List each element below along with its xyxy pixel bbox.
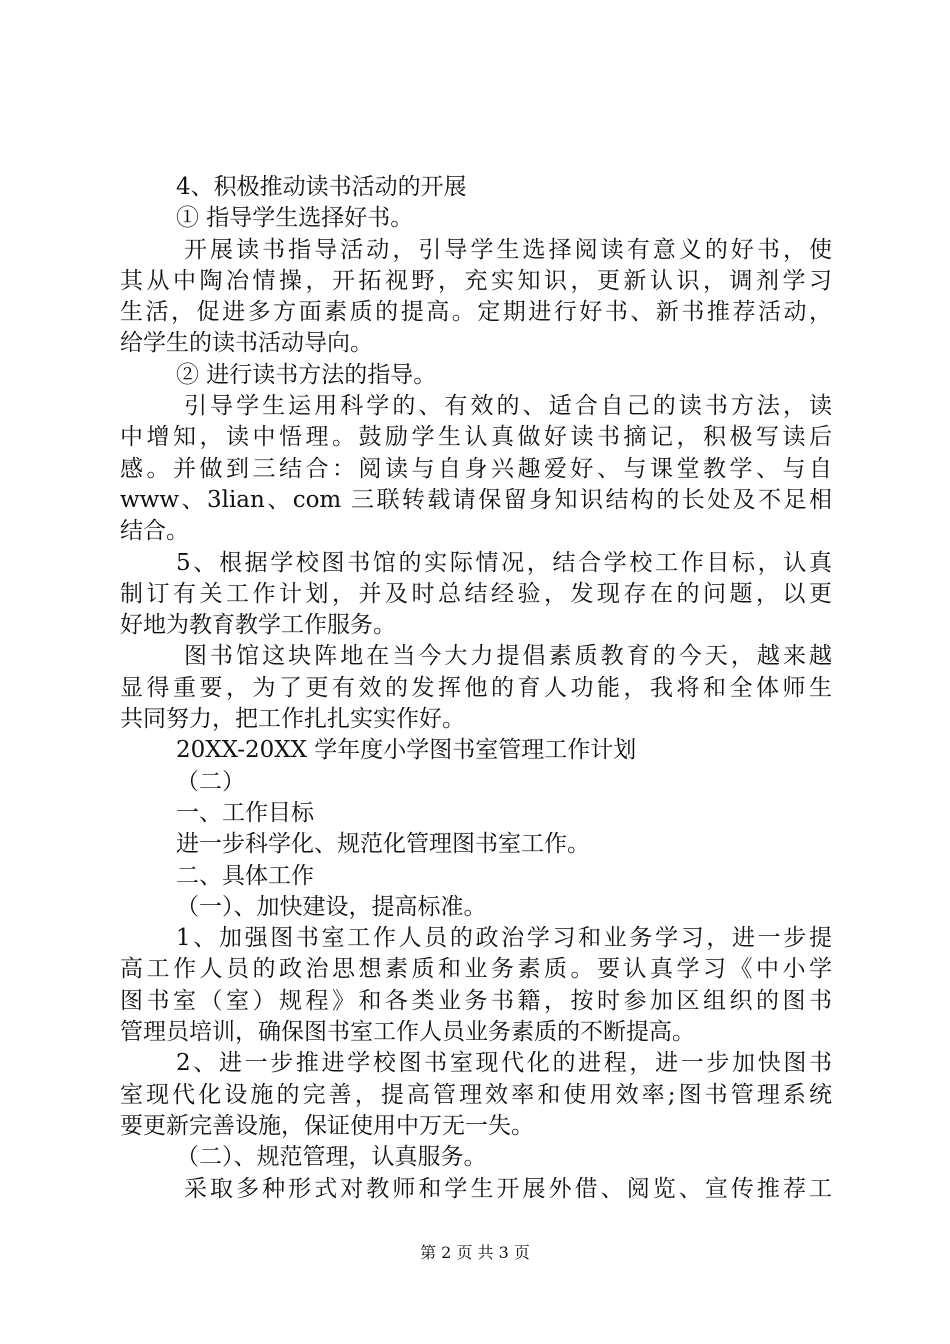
paragraph-line: 显得重要，为了更有效的发挥他的育人功能，我将和全体师生 xyxy=(120,674,832,701)
paragraph-line: 进一步科学化、规范化管理图书室工作。 xyxy=(176,831,590,858)
paragraph-line: 中增知，读中悟理。鼓励学生认真做好读书摘记，积极写读后 xyxy=(120,424,832,451)
paragraph-line: 要更新完善设施，保证使用中万无一失。 xyxy=(120,1112,534,1139)
paragraph-line: 感。并做到三结合：阅读与自身兴趣爱好、与课堂教学、与自 xyxy=(120,455,832,482)
paragraph-line: 开展读书指导活动，引导学生选择阅读有意义的好书，使 xyxy=(184,236,832,263)
paragraph-line: 制订有关工作计划，并及时总结经验，发现存在的问题，以更 xyxy=(120,580,832,607)
paragraph-line: 1、加强图书室工作人员的政治学习和业务学习，进一步提 xyxy=(176,925,832,952)
document-title: 20XX-20XX 学年度小学图书室管理工作计划 xyxy=(176,737,637,764)
paragraph-line: 生活，促进多方面素质的提高。定期进行好书、新书推荐活动， xyxy=(120,299,832,326)
subheading: （二）、规范管理，认真服务。 xyxy=(176,1144,487,1171)
paragraph-line: 共同努力，把工作扎扎实实作好。 xyxy=(120,706,465,733)
subheading-1: ① 指导学生选择好书。 xyxy=(176,205,414,232)
paragraph-line: 室现代化设施的完善，提高管理效率和使用效率;图书管理系统 xyxy=(120,1081,832,1108)
subheading-2: ② 进行读书方法的指导。 xyxy=(176,361,437,388)
document-body xyxy=(120,172,832,1205)
subheading: （一）、加快建设，提高标准。 xyxy=(176,893,487,920)
paragraph-line: 引导学生运用科学的、有效的、适合自己的读书方法，读 xyxy=(184,393,832,420)
page-number-footer: 第 2 页 共 3 页 xyxy=(420,1243,530,1262)
title-part-number: （二） xyxy=(176,768,245,795)
paragraph-line: 其从中陶冶情操，开拓视野，充实知识，更新认识，调剂学习 xyxy=(120,267,832,294)
section-heading: 一、工作目标 xyxy=(176,799,314,826)
paragraph-line: www、3lian、com 三联转载请保留身知识结构的长处及不足相 xyxy=(120,486,832,513)
paragraph-line: 高工作人员的政治思想素质和业务素质。要认真学习《中小学 xyxy=(120,956,832,983)
paragraph-line: 采取多种形式对教师和学生开展外借、阅览、宣传推荐工 xyxy=(184,1175,832,1202)
paragraph-line: 好地为教育教学工作服务。 xyxy=(120,612,396,639)
paragraph-line: 给学生的读书活动导向。 xyxy=(120,330,373,357)
section-heading-4: 4、积极推动读书活动的开展 xyxy=(176,174,467,200)
paragraph-line: 结合。 xyxy=(120,518,189,545)
paragraph-line: 图书馆这块阵地在当今大力提倡素质教育的今天，越来越 xyxy=(184,643,832,670)
section-heading: 二、具体工作 xyxy=(176,862,314,889)
paragraph-line: 管理员培训，确保图书室工作人员业务素质的不断提高。 xyxy=(120,1019,695,1046)
paragraph-line: 图书室（室）规程》和各类业务书籍，按时参加区组织的图书 xyxy=(120,987,832,1014)
paragraph-line: 5、根据学校图书馆的实际情况，结合学校工作目标，认真 xyxy=(176,549,832,576)
paragraph-line: 2、进一步推进学校图书室现代化的进程，进一步加快图书 xyxy=(176,1050,832,1077)
